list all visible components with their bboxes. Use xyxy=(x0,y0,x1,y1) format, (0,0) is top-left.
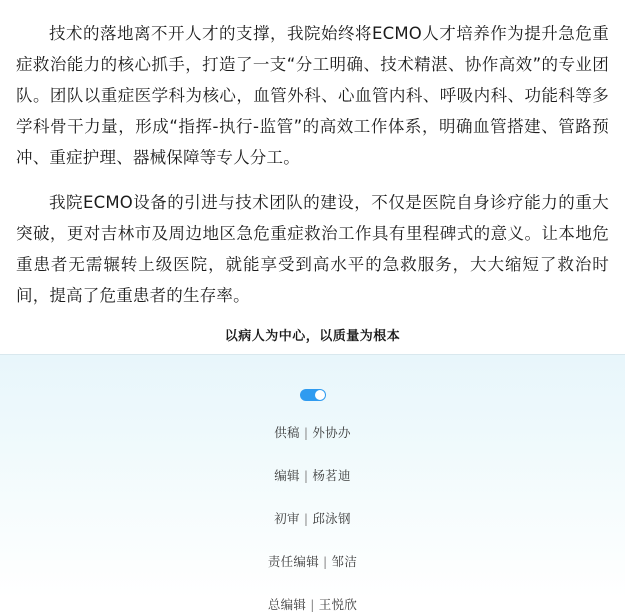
credit-separator: | xyxy=(323,554,328,570)
credit-role: 总编辑 xyxy=(267,597,307,613)
slogan-section xyxy=(0,325,625,355)
credit-line xyxy=(0,552,625,570)
credit-line xyxy=(0,466,625,484)
toggle-switch[interactable] xyxy=(300,389,326,401)
credit-line xyxy=(0,423,625,441)
credit-role: 供稿 xyxy=(274,425,300,441)
credit-role: 初审 xyxy=(274,511,300,527)
credit-line xyxy=(0,509,625,527)
slogan-text: 以病人为中心，以质量为根本 xyxy=(224,329,401,345)
toggle-knob-icon xyxy=(315,390,325,400)
credit-role: 编辑 xyxy=(274,468,300,484)
credit-name: 邹洁 xyxy=(331,554,358,570)
credit-name: 外协办 xyxy=(312,425,351,441)
credit-separator: | xyxy=(303,511,309,527)
credit-name: 王悦欣 xyxy=(318,597,358,613)
credit-separator: | xyxy=(303,468,309,484)
credit-separator: | xyxy=(310,597,315,613)
credits-list xyxy=(0,401,625,613)
article-paragraph: 我院ECMO设备的引进与技术团队的建设，不仅是医院自身诊疗能力的重大突破，更对吉林市及周边地区急危重症救治工作具有里程碑式的意义。让本地危重患者无需辗转上级医院，就能享受到高水平的急救服务，大大缩短了救治时间，提高了危重患者的生存率。 xyxy=(16,193,609,306)
credit-role: 责任编辑 xyxy=(267,554,320,570)
credit-name: 邱泳钢 xyxy=(312,511,351,527)
footer-band xyxy=(0,355,625,613)
toggle-row xyxy=(0,355,625,401)
credit-line xyxy=(0,595,625,613)
article-paragraph: 技术的落地离不开人才的支撑，我院始终将ECMO人才培养作为提升急危重症救治能力的核心抓手，打造了一支“分工明确、技术精湛、协作高效”的专业团队。团队以重症医学科为核心，血管外科、心血管内科、呼吸内科、功能科等多学科骨干力量，形成“指挥-执行-监管”的高效工作体系，明确血管搭建、管路预冲、重症护理、器械保障等专人分工。 xyxy=(16,24,609,168)
credit-name: 杨茗迪 xyxy=(312,468,351,484)
credit-separator: | xyxy=(303,425,309,441)
